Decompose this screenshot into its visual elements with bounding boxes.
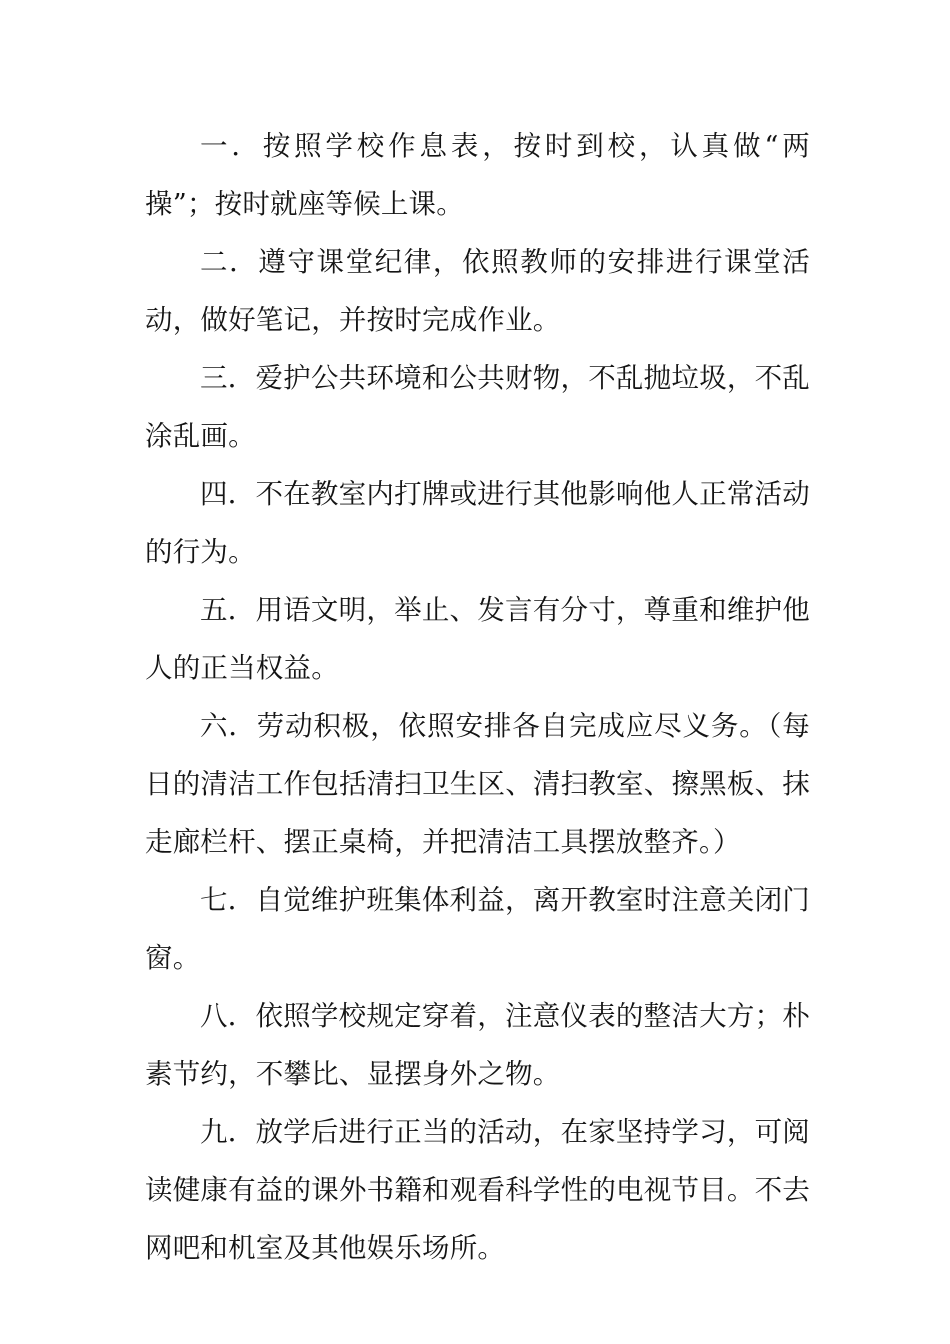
rule-item-7: 七．自觉维护班集体利益，离开教室时注意关闭门窗。 [145, 884, 810, 974]
rule-item-1: 一．按照学校作息表，按时到校，认真做“两操”；按时就座等候上课。 [145, 130, 810, 220]
rule-item-3: 三．爱护公共环境和公共财物，不乱抛垃圾，不乱涂乱画。 [145, 362, 810, 452]
rule-list [145, 117, 810, 1277]
rule-item-6: 六．劳动积极，依照安排各自完成应尽义务。（每日的清洁工作包括清扫卫生区、清扫教室、擦黑板、抹走廊栏杆、摆正桌椅，并把清洁工具摆放整齐。） [145, 710, 810, 858]
rule-item-2: 二．遵守课堂纪律，依照教师的安排进行课堂活动，做好笔记，并按时完成作业。 [145, 246, 810, 336]
rule-item-5: 五．用语文明，举止、发言有分寸，尊重和维护他人的正当权益。 [145, 594, 810, 684]
rule-item-4: 四．不在教室内打牌或进行其他影响他人正常活动的行为。 [145, 478, 810, 568]
rule-item-9: 九．放学后进行正当的活动，在家坚持学习，可阅读健康有益的课外书籍和观看科学性的电视节目。不去网吧和机室及其他娱乐场所。 [145, 1116, 810, 1264]
rule-item-8: 八．依照学校规定穿着，注意仪表的整洁大方；朴素节约，不攀比、显摆身外之物。 [145, 1000, 810, 1090]
